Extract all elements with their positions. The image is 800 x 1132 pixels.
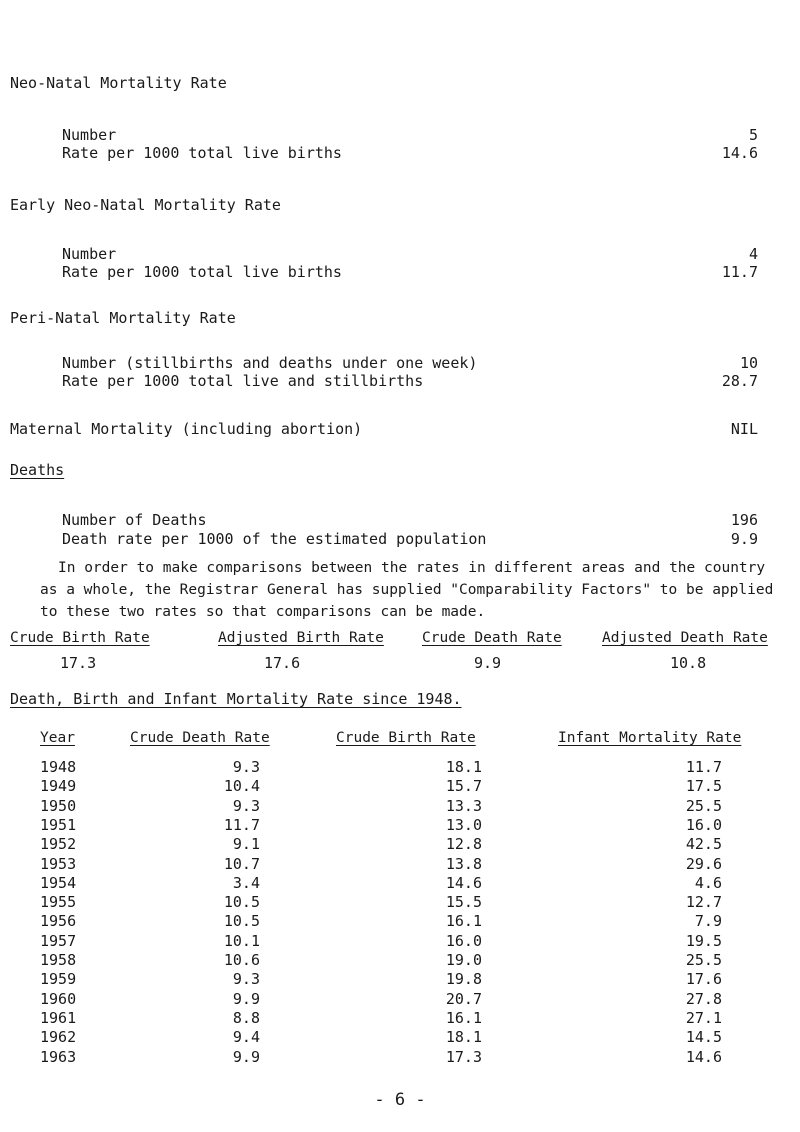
peri-natal-heading: Peri-Natal Mortality Rate bbox=[10, 309, 236, 327]
table-row bbox=[0, 970, 800, 989]
table-row bbox=[0, 797, 800, 816]
table-row bbox=[0, 932, 800, 951]
early-neo-natal-rate-label: Rate per 1000 total live births bbox=[62, 263, 342, 281]
crude-death-rate-cell: 9.9 bbox=[232, 1048, 260, 1066]
table-row bbox=[0, 912, 800, 931]
year-cell: 1960 bbox=[40, 990, 77, 1008]
crude-birth-rate-cell: 16.1 bbox=[445, 912, 482, 930]
deaths-heading: Deaths bbox=[10, 461, 65, 479]
crude-death-rate-cell: 8.8 bbox=[232, 1009, 260, 1027]
crude-death-rate-cell: 9.1 bbox=[232, 835, 260, 853]
crude-death-rate-column-header: Crude Death Rate bbox=[130, 730, 270, 746]
deaths-number-label: Number of Deaths bbox=[62, 511, 207, 529]
table-row bbox=[0, 1048, 800, 1067]
year-cell: 1963 bbox=[40, 1048, 77, 1066]
year-cell: 1953 bbox=[40, 855, 77, 873]
death-rate-label: Death rate per 1000 of the estimated population bbox=[62, 530, 487, 548]
year-cell: 1961 bbox=[40, 1009, 77, 1027]
year-cell: 1952 bbox=[40, 835, 77, 853]
maternal-mortality-value: NIL bbox=[730, 420, 758, 438]
crude-death-rate-cell: 9.3 bbox=[232, 797, 260, 815]
crude-death-rate-cell: 9.4 bbox=[232, 1028, 260, 1046]
peri-natal-rate-value: 28.7 bbox=[721, 372, 758, 390]
crude-birth-rate-cell: 16.1 bbox=[445, 1009, 482, 1027]
history-title: Death, Birth and Infant Mortality Rate since 1948. bbox=[10, 690, 462, 708]
adjusted-death-rate-value: 10.8 bbox=[670, 654, 707, 672]
year-cell: 1954 bbox=[40, 874, 77, 892]
infant-mortality-rate-cell: 12.7 bbox=[685, 893, 722, 911]
crude-death-rate-cell: 10.1 bbox=[223, 932, 260, 950]
year-cell: 1957 bbox=[40, 932, 77, 950]
crude-birth-rate-cell: 15.7 bbox=[445, 777, 482, 795]
year-cell: 1950 bbox=[40, 797, 77, 815]
table-row bbox=[0, 816, 800, 835]
table-row bbox=[0, 1009, 800, 1028]
infant-mortality-rate-cell: 42.5 bbox=[685, 835, 722, 853]
crude-birth-rate-cell: 16.0 bbox=[445, 932, 482, 950]
deaths-number-value: 196 bbox=[730, 511, 758, 529]
crude-birth-rate-cell: 14.6 bbox=[445, 874, 482, 892]
crude-birth-rate-cell: 12.8 bbox=[445, 835, 482, 853]
adjusted-death-rate-header: Adjusted Death Rate bbox=[602, 630, 768, 646]
crude-birth-rate-cell: 19.8 bbox=[445, 970, 482, 988]
adjusted-birth-rate-header: Adjusted Birth Rate bbox=[218, 630, 384, 646]
table-row bbox=[0, 951, 800, 970]
peri-natal-number-value: 10 bbox=[739, 354, 758, 372]
table-row bbox=[0, 990, 800, 1009]
infant-mortality-rate-cell: 25.5 bbox=[685, 951, 722, 969]
early-neo-natal-number-label: Number bbox=[62, 245, 117, 263]
peri-natal-number-label: Number (stillbirths and deaths under one week) bbox=[62, 354, 478, 372]
table-row bbox=[0, 777, 800, 796]
early-neo-natal-number-value: 4 bbox=[748, 245, 758, 263]
peri-natal-rate-label: Rate per 1000 total live and stillbirths bbox=[62, 372, 424, 390]
crude-death-rate-cell: 9.3 bbox=[232, 970, 260, 988]
adjusted-birth-rate-value: 17.6 bbox=[264, 654, 301, 672]
crude-birth-rate-cell: 20.7 bbox=[445, 990, 482, 1008]
death-rate-value: 9.9 bbox=[730, 530, 758, 548]
infant-mortality-rate-cell: 16.0 bbox=[685, 816, 722, 834]
page-number: - 6 - bbox=[374, 1090, 426, 1110]
crude-death-rate-cell: 10.7 bbox=[223, 855, 260, 873]
crude-death-rate-cell: 9.3 bbox=[232, 758, 260, 776]
crude-birth-rate-cell: 17.3 bbox=[445, 1048, 482, 1066]
comparability-paragraph: In order to make comparisons between the rates in different areas and the country as a whole, the Registrar General has supplied "Comparability Factors" to be applied to these two rates so that comparisons can be made. bbox=[40, 560, 774, 620]
infant-mortality-rate-cell: 14.6 bbox=[685, 1048, 722, 1066]
table-row bbox=[0, 855, 800, 874]
crude-death-rate-value: 9.9 bbox=[474, 654, 502, 672]
table-row bbox=[0, 874, 800, 893]
crude-birth-rate-value: 17.3 bbox=[60, 654, 97, 672]
infant-mortality-rate-cell: 17.5 bbox=[685, 777, 722, 795]
table-row bbox=[0, 1028, 800, 1047]
year-cell: 1951 bbox=[40, 816, 77, 834]
year-cell: 1949 bbox=[40, 777, 77, 795]
early-neo-natal-rate-value: 11.7 bbox=[721, 263, 758, 281]
crude-birth-rate-cell: 18.1 bbox=[445, 758, 482, 776]
crude-death-rate-cell: 11.7 bbox=[223, 816, 260, 834]
infant-mortality-rate-cell: 27.1 bbox=[685, 1009, 722, 1027]
year-cell: 1962 bbox=[40, 1028, 77, 1046]
infant-mortality-rate-cell: 7.9 bbox=[694, 912, 722, 930]
year-cell: 1955 bbox=[40, 893, 77, 911]
crude-birth-rate-column-header: Crude Birth Rate bbox=[336, 730, 476, 746]
neo-natal-rate-label: Rate per 1000 total live births bbox=[62, 144, 342, 162]
crude-death-rate-cell: 10.4 bbox=[223, 777, 260, 795]
infant-mortality-rate-cell: 11.7 bbox=[685, 758, 722, 776]
neo-natal-heading: Neo-Natal Mortality Rate bbox=[10, 74, 227, 92]
infant-mortality-rate-cell: 25.5 bbox=[685, 797, 722, 815]
infant-mortality-rate-cell: 4.6 bbox=[694, 874, 722, 892]
crude-birth-rate-cell: 13.0 bbox=[445, 816, 482, 834]
maternal-mortality-label: Maternal Mortality (including abortion) bbox=[10, 420, 363, 438]
year-cell: 1958 bbox=[40, 951, 77, 969]
crude-birth-rate-cell: 18.1 bbox=[445, 1028, 482, 1046]
crude-death-rate-header: Crude Death Rate bbox=[422, 630, 562, 646]
year-column-header: Year bbox=[40, 730, 75, 746]
crude-birth-rate-cell: 13.3 bbox=[445, 797, 482, 815]
crude-death-rate-cell: 10.5 bbox=[223, 912, 260, 930]
infant-mortality-rate-cell: 19.5 bbox=[685, 932, 722, 950]
neo-natal-rate-value: 14.6 bbox=[721, 144, 758, 162]
year-cell: 1956 bbox=[40, 912, 77, 930]
table-row bbox=[0, 758, 800, 777]
crude-birth-rate-cell: 13.8 bbox=[445, 855, 482, 873]
neo-natal-number-value: 5 bbox=[748, 126, 758, 144]
neo-natal-number-label: Number bbox=[62, 126, 117, 144]
infant-mortality-rate-cell: 29.6 bbox=[685, 855, 722, 873]
infant-mortality-rate-cell: 27.8 bbox=[685, 990, 722, 1008]
crude-death-rate-cell: 9.9 bbox=[232, 990, 260, 1008]
history-header-row bbox=[0, 730, 800, 749]
table-row bbox=[0, 835, 800, 854]
table-row bbox=[0, 893, 800, 912]
crude-death-rate-cell: 3.4 bbox=[232, 874, 260, 892]
year-cell: 1948 bbox=[40, 758, 77, 776]
crude-death-rate-cell: 10.5 bbox=[223, 893, 260, 911]
crude-death-rate-cell: 10.6 bbox=[223, 951, 260, 969]
infant-mortality-rate-cell: 14.5 bbox=[685, 1028, 722, 1046]
crude-birth-rate-header: Crude Birth Rate bbox=[10, 630, 150, 646]
infant-mortality-rate-column-header: Infant Mortality Rate bbox=[558, 730, 742, 746]
infant-mortality-rate-cell: 17.6 bbox=[685, 970, 722, 988]
year-cell: 1959 bbox=[40, 970, 77, 988]
crude-birth-rate-cell: 19.0 bbox=[445, 951, 482, 969]
early-neo-natal-heading: Early Neo-Natal Mortality Rate bbox=[10, 196, 281, 214]
crude-birth-rate-cell: 15.5 bbox=[445, 893, 482, 911]
